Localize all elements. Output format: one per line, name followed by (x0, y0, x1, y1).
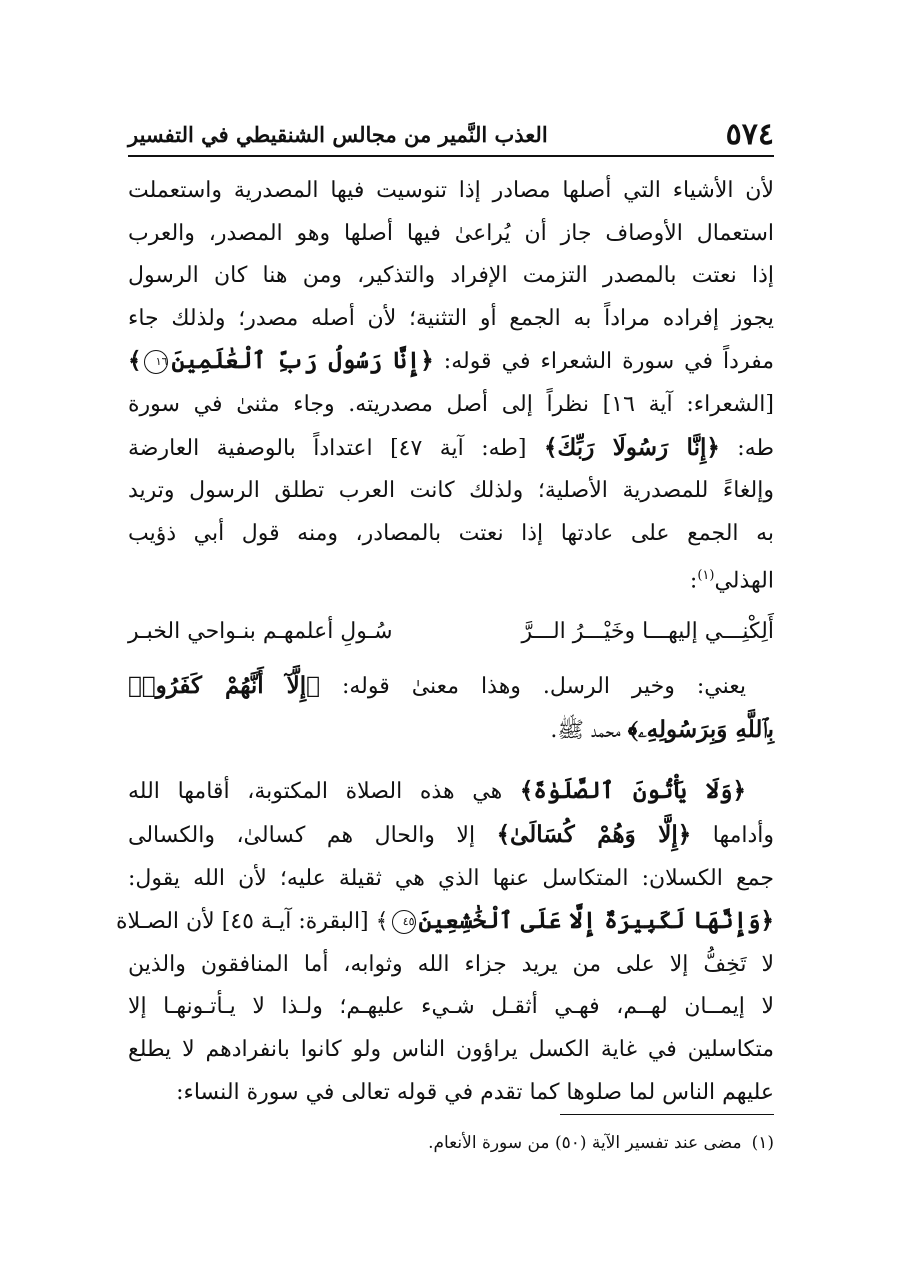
quran-verse: ﴿وَإِنَّهَا لَكَبِيرَةٌ إِلَّا عَلَى ٱلْخَٰشِعِينَ (418, 907, 774, 935)
text-line (128, 340, 774, 384)
verse-number-marker: ١٦ (144, 350, 168, 374)
text-segment: إلا والحال هم كسالىٰ، والكسالى (128, 823, 476, 849)
footnote (428, 1128, 774, 1158)
text-line: إذا نعتت بالمصدر التزمت الإفراد والتذكير، ومن هنا كان الرسول (128, 263, 774, 289)
poem-verse (128, 611, 774, 653)
text-segment: : (689, 568, 698, 594)
main-text (116, 170, 775, 1114)
poem-second-hemistich: سُـولِ أعلمهـم بنـواحي الخبـر (128, 619, 393, 645)
header-rule (128, 155, 774, 157)
text-line (128, 814, 774, 858)
text-line: استعمال الأوصاف جاز أن يُراعىٰ فيها أصلها وهو المصدر، والعرب (128, 220, 774, 246)
text-segment: مفرداً في سورة الشعراء في قوله: (443, 349, 775, 375)
page-number: ٥٧٤ (725, 117, 774, 152)
footnote-reference: (١) (697, 568, 715, 584)
running-title: العذب النَّمير من مجالس الشنقيطي في التفسير (128, 122, 548, 147)
text-line (128, 770, 774, 814)
footnote-rule (560, 1114, 774, 1115)
quran-verse: ﴿إِنَّا رَسُولَا رَبِّكَ﴾ (543, 433, 720, 461)
text-line: [الشعراء: آية ١٦] نظراً إلى أصل مصدريته. وجاء مثنىٰ في سورة (128, 391, 774, 417)
verse-number-marker: ٤٥ (392, 910, 416, 934)
footnote-text: مضى عند تفسير الآية (٥٠) من سورة الأنعام. (428, 1133, 742, 1153)
footnote-marker: (١) (751, 1133, 774, 1153)
text-line (128, 427, 774, 471)
text-line: لأن الأشياء التي أصلها مصادر إذا تنوسيت فيها المصدرية واستعملت (128, 178, 774, 203)
text-line: عليهم الناس لما صلوها كما تقدم في قوله تعالى في سورة النساء: (176, 1079, 774, 1105)
quran-verse: ﴿وَلَا يَأْتُونَ ٱلصَّلَوٰةَ﴾ (519, 777, 746, 805)
text-line (128, 665, 774, 709)
text-line: يجوز إفراده مراداً به الجمع أو التثنية؛ لأن أصله مصدر؛ ولذلك جاء (128, 305, 774, 331)
text-line (128, 709, 774, 753)
text-line (128, 555, 774, 603)
text-line (116, 900, 774, 944)
paragraph-3 (116, 770, 775, 1114)
text-line: به الجمع على عادتها إذا نعتت بالمصادر، ومنه قول أبي ذؤيب (128, 520, 774, 546)
text-segment: يعني: وخير الرسل. وهذا معنىٰ قوله: (341, 674, 746, 700)
text-segment: وأدامها (712, 823, 775, 849)
page-header (128, 112, 774, 152)
quran-verse: ﴿إِلَّآ أَنَّهُمْ كَفَرُوا۟ (128, 672, 320, 700)
text-segment: محمد ﷺ. (550, 717, 621, 743)
paragraph-2 (128, 665, 774, 752)
text-line: لا تَخِفُّ إلا على من يريد جزاء الله وثوابه، أما المنافقون والذين (128, 951, 774, 977)
quran-bracket: ﴾ (128, 347, 142, 375)
quran-verse: ﴿إِنَّا رَسُولُ رَبِّ ٱلْعَٰلَمِينَ (171, 347, 434, 375)
text-segment: طه: (737, 435, 774, 461)
text-line: لا إيمــان لهــم، فهـي أثقـل شـيء عليهـم؛ ولـذا لا يـأتـونهـا إلا (128, 994, 774, 1020)
poem-first-hemistich: أَلِكْنِـــي إليهـــا وخَيْـــرُ الـــرَّ (521, 619, 774, 645)
text-segment: ﴾ [البقرة: آيـة ٤٥] لأن الصـلاة (116, 909, 389, 935)
text-line: متكاسلين في غاية الكسل يراؤون الناس ولو كانوا بانفرادهم لا يطلع (128, 1037, 774, 1063)
paragraph-1 (128, 170, 774, 603)
quran-verse: ﴿إِلَّا وَهُمْ كُسَالَىٰ﴾ (496, 821, 692, 849)
text-segment: الهذلي (714, 568, 774, 594)
text-line: جمع الكسلان: المتكاسل عنها الذي هي ثقيلة عليه؛ لأن الله يقول: (128, 865, 774, 891)
quran-verse: بِٱللَّهِ وَبِرَسُولِهِۦ﴾ (627, 715, 774, 743)
text-segment: هي هذه الصلاة المكتوبة، أقامها الله (128, 779, 503, 805)
text-segment: [طه: آية ٤٧] اعتداداً بالوصفية العارضة (128, 435, 527, 461)
text-line: وإلغاءً للمصدرية الأصلية؛ ولذلك كانت العرب تطلق الرسول وتريد (128, 478, 774, 504)
